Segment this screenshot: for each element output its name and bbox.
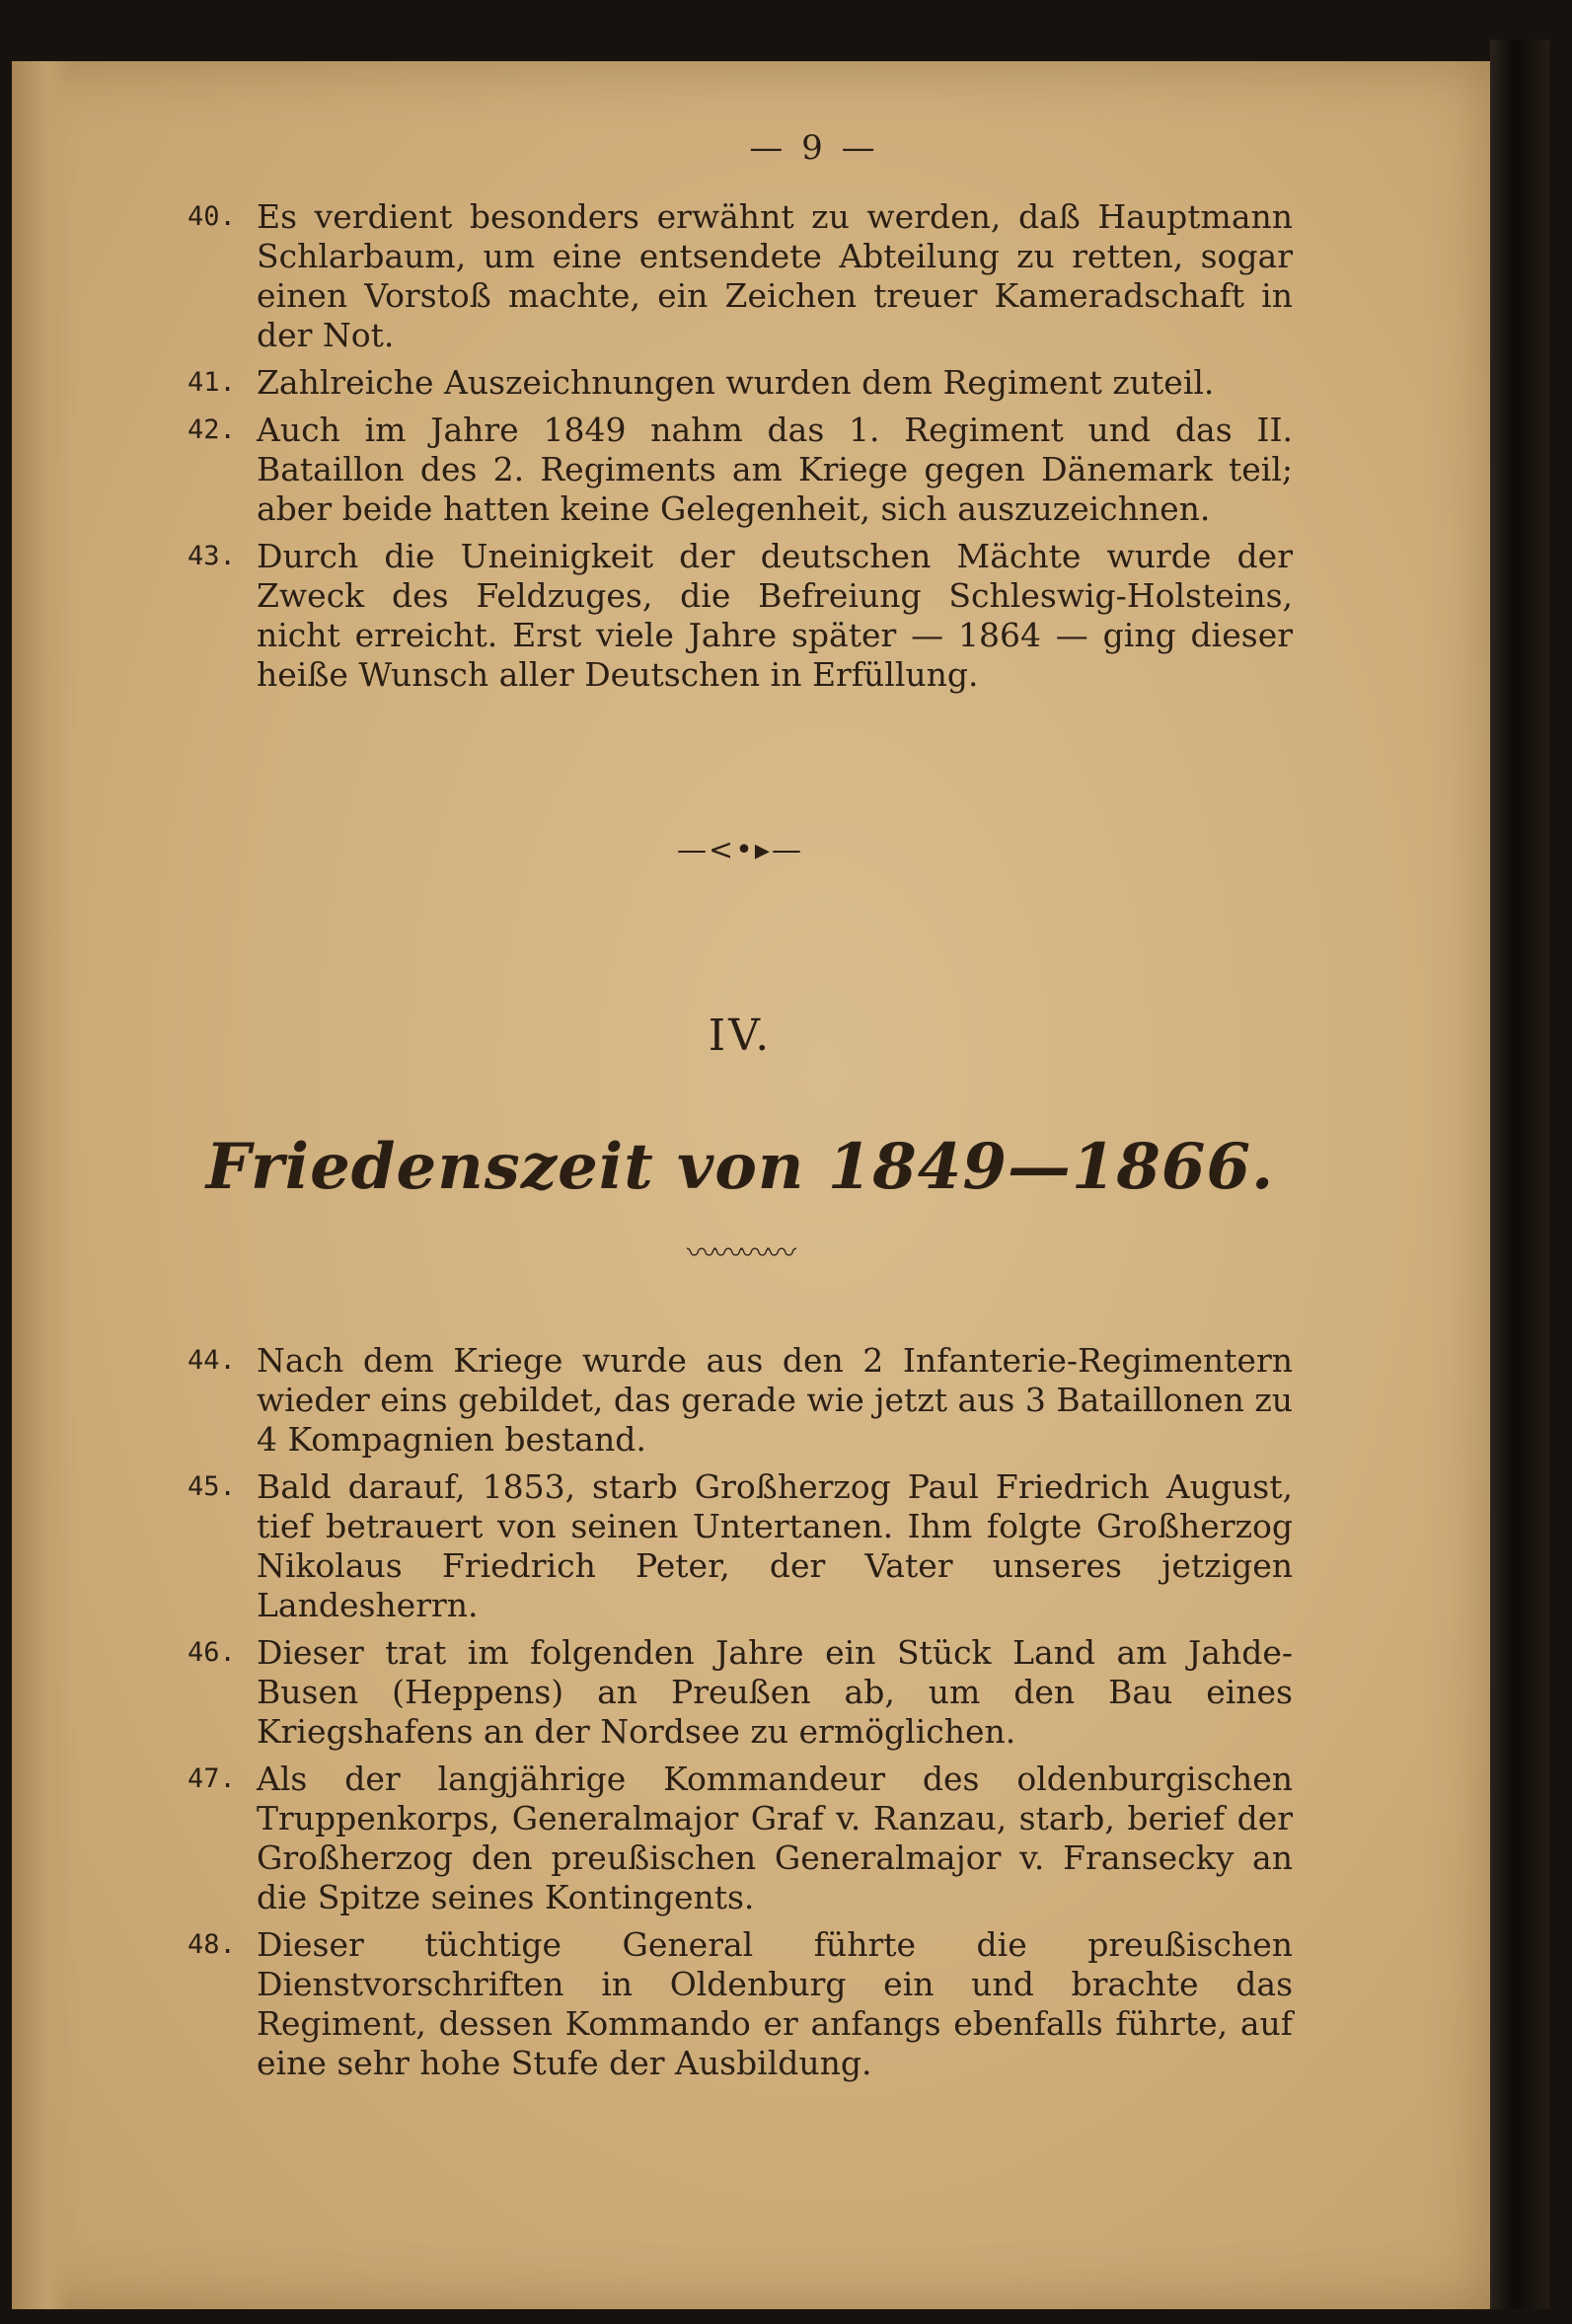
ornament-divider: —<•▸— [677, 833, 803, 867]
section-title: Friedenszeit von 1849—1866. [205, 1130, 1275, 1204]
paragraph [187, 537, 1293, 695]
paragraph-text: Nach dem Kriege wurde aus den 2 Infanterie-Regimentern wieder eins gebildet, das gerade wie jetzt aus 3 Bataillonen zu 4 Kompagnien bestand. [257, 1341, 1293, 1459]
paragraph-text: Durch die Uneinigkeit der deutschen Mächte wurde der Zweck des Feldzuges, die Befreiung Schleswig-Holsteins, nicht erreicht. Erst viele Jahre später — 1864 — ging dieser heiße Wunsch aller Deutschen in Erfüllung. [257, 537, 1293, 694]
paragraph [187, 1925, 1293, 2083]
paragraph-number: 42. [187, 414, 236, 445]
paragraph [187, 197, 1293, 355]
paragraph [187, 1467, 1293, 1625]
book-binding [1490, 39, 1549, 2309]
wave-divider: 〰〰〰〰 [687, 1237, 793, 1271]
page-gutter [12, 61, 71, 2309]
paragraph-number: 45. [187, 1471, 236, 1502]
paragraph-number: 46. [187, 1637, 236, 1668]
paragraph-text: Dieser trat im folgenden Jahre ein Stück Land am Jahde-Busen (Heppens) an Preußen ab, um den Bau eines Kriegshafens an der Nordsee zu ermöglichen. [257, 1633, 1293, 1751]
paragraph [187, 1633, 1293, 1752]
paragraph-number: 47. [187, 1763, 236, 1794]
paragraph [187, 411, 1293, 529]
paragraph-number: 40. [187, 201, 236, 232]
paragraph-number: 48. [187, 1929, 236, 1960]
paragraph-text: Auch im Jahre 1849 nahm das 1. Regiment und das II. Bataillon des 2. Regiments am Kriege gegen Dänemark teil; aber beide hatten keine Gelegenheit, sich auszuzeichnen. [257, 411, 1293, 528]
paragraph [187, 363, 1293, 403]
paragraph-text: Zahlreiche Auszeichnungen wurden dem Regiment zuteil. [257, 363, 1215, 402]
paragraph-text: Es verdient besonders erwähnt zu werden, daß Hauptmann Schlarbaum, um eine entsendete Abteilung zu retten, sogar einen Vorstoß machte, ein Zeichen treuer Kameradschaft in der Not. [257, 197, 1293, 354]
paragraph-text: Bald darauf, 1853, starb Großherzog Paul Friedrich August, tief betrauert von seinen Untertanen. Ihm folgte Großherzog Nikolaus Friedrich Peter, der Vater unseres jetzigen Landesherrn. [257, 1467, 1293, 1624]
paragraph-number: 41. [187, 367, 236, 398]
paragraph [187, 1341, 1293, 1460]
spacer [187, 1272, 1293, 1341]
paragraph-list-top [187, 197, 1293, 695]
page-number: — 9 — [749, 128, 879, 168]
page-content [187, 128, 1293, 2091]
paragraph-number: 44. [187, 1345, 236, 1376]
paragraph-text: Dieser tüchtige General führte die preußischen Dienstvorschriften in Oldenburg ein und brachte das Regiment, dessen Kommando er anfangs ebenfalls führte, auf eine sehr hohe Stufe der Ausbildung. [257, 1925, 1293, 2082]
paragraph-number: 43. [187, 541, 236, 571]
section-number: IV. [708, 1011, 773, 1061]
paragraph-list-bottom [187, 1341, 1293, 2083]
paragraph-text: Als der langjährige Kommandeur des oldenburgischen Truppenkorps, Generalmajor Graf v. Ranzau, starb, berief der Großherzog den preußischen Generalmajor v. Fransecky an die Spitze seines Kontingents. [257, 1760, 1293, 1916]
paragraph [187, 1760, 1293, 1917]
